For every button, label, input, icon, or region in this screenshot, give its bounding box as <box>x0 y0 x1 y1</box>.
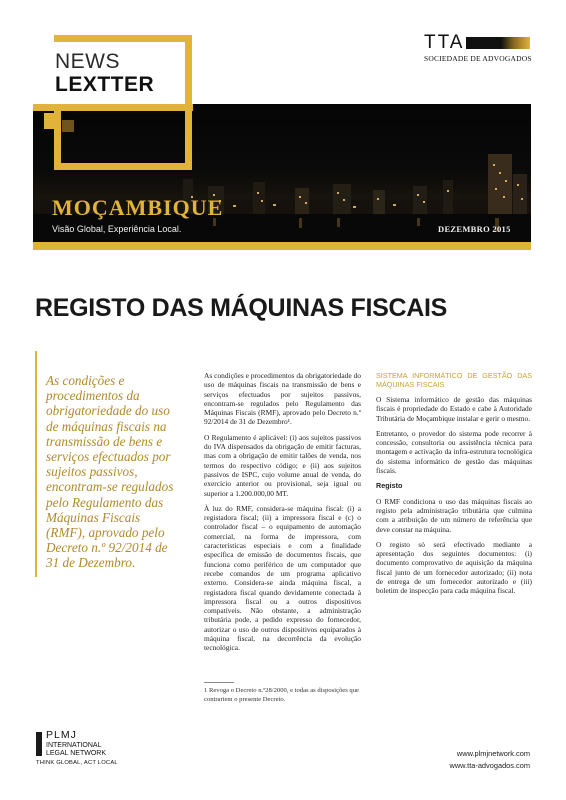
lead-paragraph: As condições e procedimentos da obrigatoriedade do uso de máquinas fiscais na transmissão de bens e serviços efectuados por sujeitos passivos, encontram-se regulados pelo Regulamento das Máquinas Fiscais (RMF), aprovado pelo Decreto n.º 92/2014 de 31 de Dezembro. <box>46 373 174 571</box>
gold-frame-right <box>185 35 192 170</box>
paragraph: O Sistema informático de gestão das máquinas fiscais é propriedade do Estado e cabe à Autoridade Tributária de Moçambique instalar e gerir o mesmo. <box>376 395 532 423</box>
lead-accent-rule <box>35 351 37 577</box>
footnote: 1 Revoga o Decreto n.º28/2000, e todas as disposições que contrariem o presente Decreto. <box>204 687 359 703</box>
newsletter-title-lextter: LEXTTER <box>55 73 155 96</box>
paragraph: O RMF condiciona o uso das máquinas fiscais ao registo pela administração tributária que culmina com a atribuição de um número de referência que deve constar na máquina. <box>376 496 532 534</box>
gold-frame-top <box>54 35 192 42</box>
tta-subtitle: SOCIEDADE DE ADVOGADOS <box>424 54 532 63</box>
paragraph: O registo só será efectivado mediante a apresentação dos seguintes documentos: (i) documento comprovativo de aquisição da máquina fiscal junto de um fornecedor autorizado; (ii) nota de entrega de um fornecedor autorizado e (iii) boletim de inspecção para cada máquina fiscal. <box>376 539 532 596</box>
issue-date: DEZEMBRO 2015 <box>438 224 511 234</box>
footnote-rule <box>204 682 234 683</box>
column-right <box>376 371 532 602</box>
plmj-logo-bar <box>36 732 42 756</box>
tagline: Visão Global, Experiência Local. <box>52 224 182 234</box>
gold-frame-bottom <box>54 163 192 170</box>
paragraph: À luz do RMF, considera-se máquina fiscal: (i) a registadora fiscal; (ii) a impressora fiscal e (c) o controlador fiscal – o equipamento de automação comercial, na forma de impressora, com características especiais e com a finalidade específica de emissão de documentos fiscais, que funciona como periférico de um computador que recebe comandos de um programa aplicativo externo. Considera-se ainda máquina fiscal, a registadora fiscal quando devidamente conectada à impressora fiscal ou a outros dispositivos compatíveis. Não obstante, a administração tributária pode, a pedido expresso do fornecedor, autorizar o uso de outros dispositivos equiparados à máquina fiscal, na decorrência da evolução tecnológica. <box>204 503 361 653</box>
column-middle <box>204 371 361 659</box>
section-heading: SISTEMA INFORMÁTICO DE GESTÃO DAS MÁQUINAS FISCAIS <box>376 371 532 389</box>
region-title: MOÇAMBIQUE <box>52 195 224 220</box>
gold-square-icon <box>44 113 60 129</box>
website-link-tta[interactable]: www.tta-advogados.com <box>449 761 530 770</box>
paragraph: O Regulamento é aplicável: (i) aos sujeitos passivos do IVA dispensados da obrigação de emitir facturas, mas com a obrigação de emitir talões de venda, nos termos do respectivo código; e (ii) aos sujeitos passivos de ISPC, cujo volume anual de venda, do exercício anterior ou provisional, seja igual ou superior a 1.200.000,00 MT. <box>204 432 361 498</box>
dark-gold-square-icon <box>62 120 74 132</box>
plmj-logo: PLMJ <box>46 729 77 741</box>
plmj-network-line1: INTERNATIONAL <box>46 742 102 749</box>
tta-logo: TTA <box>424 32 465 53</box>
tta-logo-bar <box>466 37 530 49</box>
plmj-network-line2: LEGAL NETWORK <box>46 750 107 757</box>
plmj-slogan: THINK GLOBAL, ACT LOCAL <box>36 760 118 766</box>
paragraph: Entretanto, o provedor do sistema pode recorrer à concessão, consultoria ou assistência técnica para montagem e activação da infra-estrutura tecnológica do sistema informático de gestão das máquinas fiscais. <box>376 428 532 476</box>
newsletter-title-news: NEWS <box>55 50 120 73</box>
page-title: REGISTO DAS MÁQUINAS FISCAIS <box>35 294 448 322</box>
paragraph: As condições e procedimentos da obrigatoriedade do uso de máquinas fiscais na transmissão de bens e serviços efectuados por sujeitos passivos, encontram-se regulados pelo Regulamento das Máquinas Fiscais (RMF), aprovado pelo Decreto n.º 92/2014 de 31 de Dezembro¹. <box>204 371 361 427</box>
gold-divider <box>33 242 531 250</box>
website-link-plmj[interactable]: www.plmjnetwork.com <box>456 749 530 758</box>
subsection-heading: Registo <box>376 481 403 491</box>
